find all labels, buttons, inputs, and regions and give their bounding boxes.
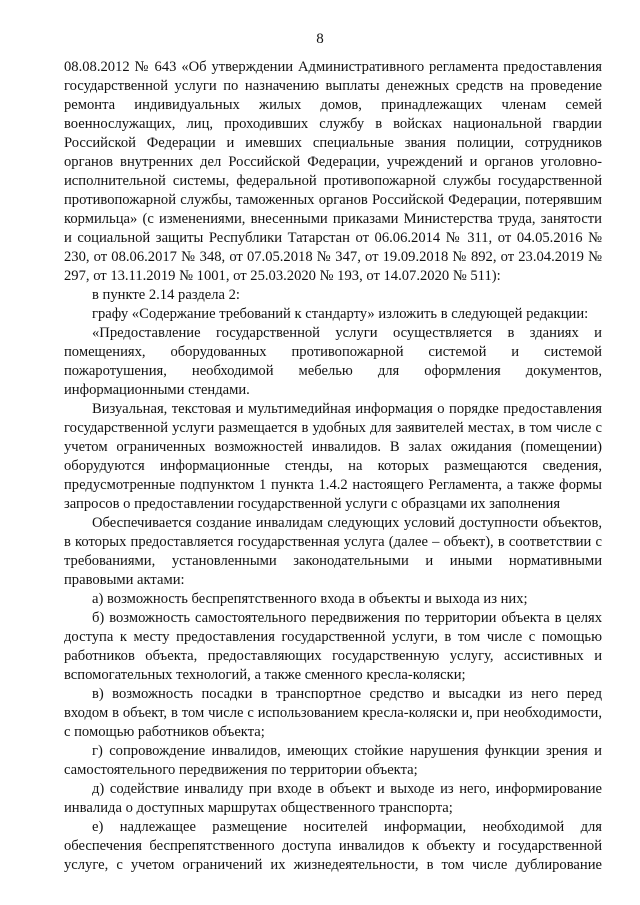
list-item-e: е) надлежащее размещение носителей информации, необходимой для обеспечения беспрепятственного доступа инвалидов к объекту и государственной услуге, с учетом ограничений их жизнедеятельности, в том числе дублирование xyxy=(64,819,602,873)
list-item-a: а) возможность беспрепятственного входа в объекты и выхода из них; xyxy=(92,591,528,607)
list-item-b: б) возможность самостоятельного передвижения по территории объекта в целях доступа к месту предоставления государственной услуги, в том числе с помощью работников объекта, предоставляющих государственную услугу, ассистивных и вспомогательных технологий, а также сменного кресла-коляски; xyxy=(64,610,602,683)
document-body xyxy=(64,58,602,875)
list-item-d: д) содействие инвалиду при входе в объект и выходе из него, информирование инвалида о доступных маршрутах общественного транспорта; xyxy=(64,781,602,816)
paragraph-order-reference: 08.08.2012 № 643 «Об утверждении Административного регламента предоставления государственной услуги по назначению выплаты денежных средств на проведение ремонта индивидуальных жилых домов, принадлежащих членам семей военнослужащих, лиц, проходивших службу в войсках национальной гвардии Российской Федерации и имевших специальные звания полиции, сотрудников органов внутренних дел Российской Федерации, учреждений и органов уголовно-исполнительной системы, федеральной противопожарной службы государственной противопожарной службы, таможенных органов Российской Федерации, потерявшим кормильца» (с изменениями, внесенными приказами Министерства труда, занятости и социальной защиты Республики Татарстан от 06.06.2014 № 311, от 04.05.2016 № 230, от 08.06.2017 № 348, от 07.05.2018 № 347, от 19.09.2018 № 892, от 23.04.2019 № 297, от 13.11.2019 № 1001, от 25.03.2020 № 193, от 14.07.2020 № 511): xyxy=(64,59,602,284)
paragraph-clause-reference: в пункте 2.14 раздела 2: xyxy=(92,287,240,303)
list-item-g: г) сопровождение инвалидов, имеющих стойкие нарушения функции зрения и самостоятельного передвижения по территории объекта; xyxy=(64,743,602,778)
paragraph-premises: «Предоставление государственной услуги осуществляется в зданиях и помещениях, оборудованных противопожарной системой и системой пожаротушения, необходимой мебелью для оформления документов, информационными стендами. xyxy=(64,325,602,398)
page-number: 8 xyxy=(316,31,324,47)
list-item-v: в) возможность посадки в транспортное средство и высадки из него перед входом в объект, в том числе с использованием кресла-коляски и, при необходимости, с помощью работников объекта; xyxy=(64,686,602,740)
paragraph-accessibility-conditions: Обеспечивается создание инвалидам следующих условий доступности объектов, в которых предоставляется государственная услуга (далее – объект), в соответствии с требованиями, установленными законодательными и иными нормативными правовыми актами: xyxy=(64,515,602,588)
paragraph-information-placement: Визуальная, текстовая и мультимедийная информация о порядке предоставления государственной услуги размещается в удобных для заявителей местах, в том числе с учетом ограниченных возможностей инвалидов. В залах ожидания (помещении) оборудуются информационные стенды, на которых размещаются сведения, предусмотренные подпунктом 1 пункта 1.4.2 настоящего Регламента, а также формы запросов о предоставлении государственной услуги с образцами их заполнения xyxy=(64,401,602,512)
paragraph-amendment-intro: графу «Содержание требований к стандарту» изложить в следующей редакции: xyxy=(92,306,589,322)
